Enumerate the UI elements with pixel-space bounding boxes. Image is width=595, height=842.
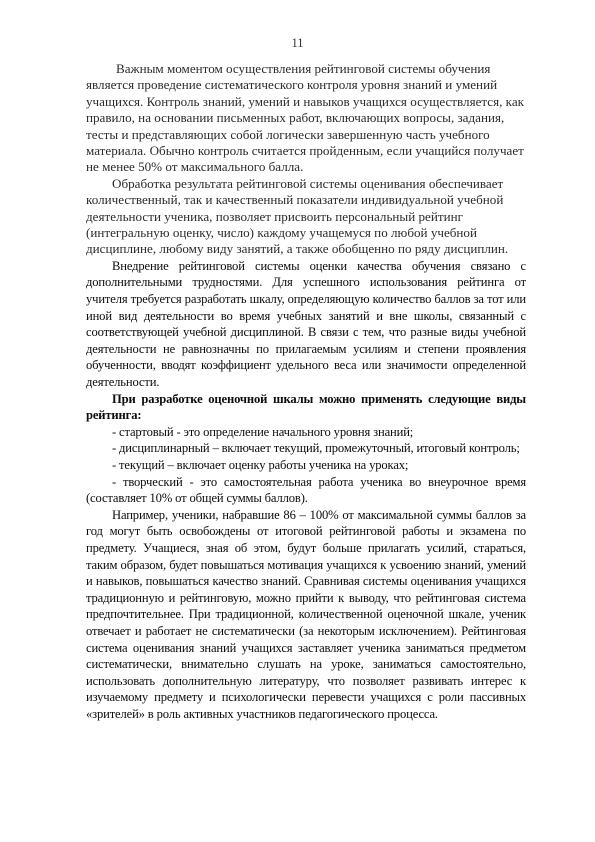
paragraph-rating-introduction: Внедрение рейтинговой системы оценки качества обучения связано с дополнительными трудностями. Для успешного использования рейтинга от учителя требуется разработать шкалу, определяющую количество баллов за тот или иной вид деятельности во время учебных занятий и вне школы, связанный с соответствующей учебной дисциплиной. В связи с тем, что разные виды учебной деятельности не равнозначны по прилагаемым усилиям и степени проявления обученности, вводят коэффициент удельного веса или значимости определенной деятельности. [86,258,526,390]
page-number: 11 [291,36,304,50]
rating-type-starting: - стартовый - это определение начального уровня знаний; [112,424,414,439]
rating-type-creative: - творческий - это самостоятельная работа ученика во внеурочное время (составляет 10% от общей суммы баллов). [86,474,526,506]
rating-types-heading: При разработке оценочной шкалы можно применять следующие виды рейтинга: [86,391,526,423]
paragraph-rating-control: Важным моментом осуществления рейтинговой системы обучения является проведение систематического контроля уровня знаний и умений учащихся. Контроль знаний, умений и навыков учащихся осуществляется, как правило, на основании письменных работ, включающих вопросы, задания, тесты и представляющих собой логически завершенную часть учебного материала. Обычно контроль считается пройденным, если учащийся получает не менее 50% от максимального балла. [86,61,525,175]
paragraph-rating-example: Например, ученики, набравшие 86 – 100% от максимальной суммы баллов за год могут быть освобождены от итоговой рейтинговой работы и экзамена по предмету. Учащиеся, зная об этом, будут больше прилагать усилий, стараться, таким образом, будет повышаться мотивация учащихся к усвоению знаний, умений и навыков, повышаться качество знаний. Сравнивая системы оценивания учащихся традиционную и рейтинговую, можно прийти к выводу, что рейтинговая система предпочтительнее. При традиционной, количественной оценочной шкале, ученик отвечает и работает не систематически (за некоторым исключением). Рейтинговая система оценивания знаний учащихся заставляет ученика заниматься предметом систематически, внимательно слушать на уроке, заниматься самостоятельно, использовать дополнительную литературу, что позволяет развивать интерес к изучаемому предмету и психологически перевести учащихся с роли пассивных «зрителей» в роль активных участников педагогического процесса. [86,507,526,721]
rating-type-disciplinary: - дисциплинарный – включает текущий, промежуточный, итоговый контроль; [112,441,520,456]
page-content [86,61,526,723]
paragraph-rating-processing: Обработка результата рейтинговой системы оценивания обеспечивает количественный, так и качественный показатели индивидуальной учебной деятельности ученика, позволяет присвоить персональный рейтинг (интегральную оценку, число) каждому учащемуся по любой учебной дисциплине, любому виду занятий, а также обобщенно по ряду дисциплин. [86,175,509,257]
rating-type-current: - текущий – включает оценку работы ученика на уроках; [112,458,409,472]
